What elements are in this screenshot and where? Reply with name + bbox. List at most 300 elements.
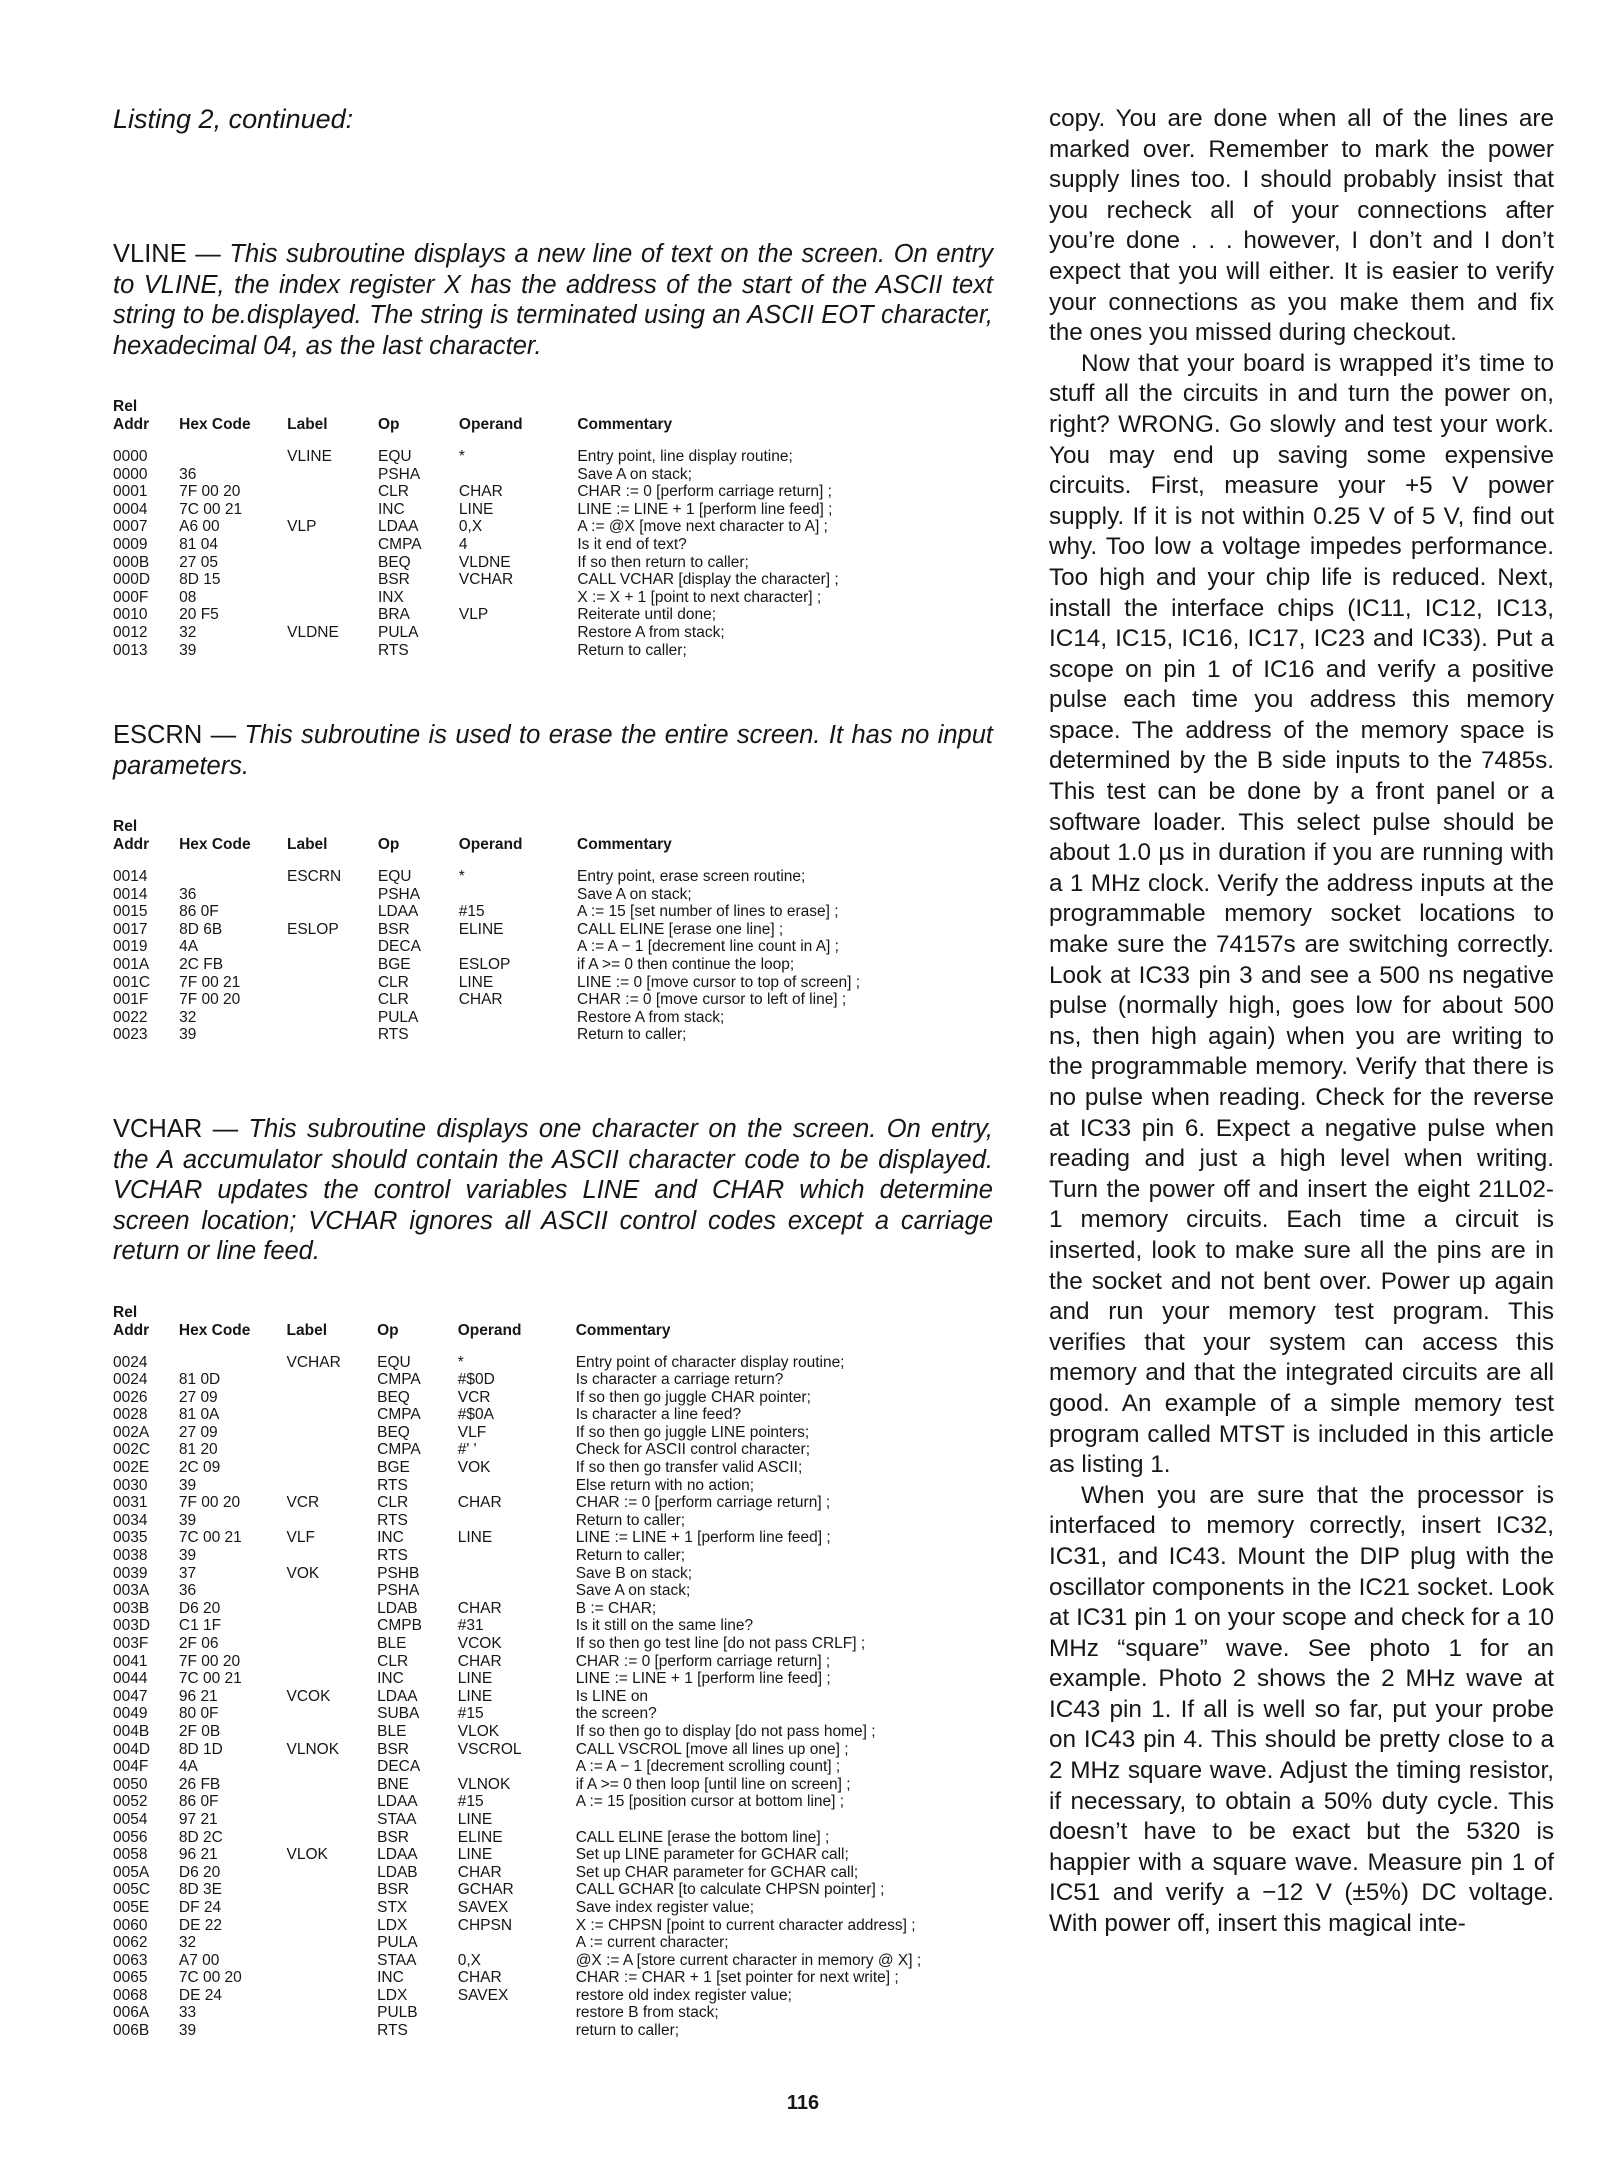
operand-cell: GCHAR — [457, 1881, 514, 1899]
listing-label: Listing 2, continued: — [113, 104, 354, 134]
label-cell — [287, 938, 378, 956]
table-row — [113, 554, 993, 572]
op-cell: CLR — [377, 483, 409, 501]
hex-cell: 2F 0B — [178, 1722, 221, 1740]
commentary-cell: A := 15 [position cursor at bottom line] ; — [575, 1793, 845, 1811]
commentary-cell: CALL ELINE [erase one line] ; — [577, 920, 784, 938]
operand-cell: #15 — [457, 1793, 484, 1811]
op-cell: PSHA — [377, 1582, 420, 1600]
addr-cell: 006B — [113, 2022, 150, 2040]
op-cell: DECA — [377, 1758, 421, 1776]
op-cell: RTS — [377, 1026, 409, 1044]
section-description — [113, 239, 993, 361]
header-hex: Hex Code — [179, 416, 251, 433]
commentary-cell: CHAR := 0 [perform carriage return] ; — [575, 1494, 831, 1512]
operand-cell: LINE — [457, 1687, 493, 1705]
operand-cell: VLNOK — [457, 1775, 511, 1793]
operand-cell: * — [458, 448, 465, 465]
listing-column — [113, 104, 994, 2040]
hex-cell: 4A — [178, 1758, 198, 1776]
hex-cell: 32 — [179, 623, 197, 641]
header-commentary: Commentary — [577, 836, 672, 853]
addr-cell: 003B — [113, 1599, 150, 1617]
op-cell: RTS — [377, 641, 409, 659]
commentary-cell: A := current character; — [575, 1934, 729, 1952]
operand-cell: VLOK — [457, 1722, 500, 1740]
hex-cell: 08 — [179, 588, 197, 606]
hex-cell: 96 21 — [178, 1846, 218, 1864]
hex-cell: 39 — [178, 1476, 197, 1494]
label-cell: VOK — [286, 1564, 320, 1582]
label-cell — [287, 2022, 378, 2040]
op-cell: LDAA — [377, 903, 419, 921]
op-cell: BGE — [377, 955, 411, 973]
op-cell: CLR — [377, 1494, 409, 1512]
op-cell: LDX — [377, 1986, 408, 2004]
hex-cell: 2F 06 — [178, 1635, 219, 1652]
operand-cell: * — [457, 1353, 464, 1371]
commentary-cell: B := CHAR; — [575, 1599, 657, 1617]
label-cell — [287, 1600, 378, 1618]
section-text: This subroutine is used to erase the entire screen. It has no input parameters. — [113, 721, 994, 780]
table-row — [113, 589, 993, 607]
table-row — [113, 1741, 993, 1759]
hex-cell: 20 F5 — [179, 606, 219, 624]
label-cell: ESLOP — [286, 920, 339, 938]
operand-cell: #15 — [458, 903, 485, 921]
label-cell: VLNOK — [286, 1740, 340, 1758]
label-cell — [287, 1441, 378, 1459]
commentary-cell: A := 15 [set number of lines to erase] ; — [577, 903, 839, 921]
addr-cell: 0062 — [113, 1934, 148, 1952]
commentary-cell: restore old index register value; — [575, 1986, 792, 2004]
section-dash: — — [202, 1115, 249, 1143]
operand-cell: #15 — [457, 1705, 484, 1723]
hex-cell: 8D 6B — [179, 920, 223, 938]
label-cell — [287, 1829, 378, 1847]
label-cell — [287, 501, 378, 519]
op-cell: STAA — [377, 1810, 417, 1828]
label-cell: VLP — [287, 518, 317, 536]
op-cell: INC — [377, 1670, 404, 1688]
article-paragraph: When you are sure that the processor is interfaced to memory correctly, insert IC32, IC31, and IC43. Mount the DIP plug with the oscillator components in the IC21 socket. Look at IC31 pin 1 on your scope and check for a 10 MHz “square” wave. See photo 1 for an example. Photo 2 shows the 2 MHz wave at IC43 pin 1. If all is well so far, put your probe on IC43 pin 4. This should be pretty close to a 2 MHz square wave. Adjust the timing resistor, if necessary, to obtain a 50% duty cycle. This doesn’t have to be exact but the 5320 is happier with a square wave. Measure pin 1 of IC51 and verify a −12 V (±5%) DC voltage. With power off, insert this magical inte- — [1049, 1481, 1554, 1938]
commentary-cell: Return to caller; — [577, 641, 687, 659]
label-cell — [287, 642, 378, 660]
op-cell: LDX — [377, 1916, 408, 1934]
label-cell: VCOK — [286, 1687, 331, 1705]
commentary-cell: Save A on stack; — [577, 885, 692, 903]
commentary-cell: Else return with no action; — [575, 1476, 755, 1494]
table-row — [113, 1441, 993, 1459]
operand-cell — [458, 2004, 576, 2022]
addr-cell: 0047 — [113, 1687, 148, 1705]
table-row — [113, 1829, 993, 1847]
label-cell — [287, 991, 378, 1009]
hex-cell: 7F 00 20 — [179, 991, 241, 1009]
label-cell — [287, 1776, 378, 1794]
hex-cell: 80 0F — [178, 1705, 219, 1723]
table-row — [113, 1026, 993, 1044]
hex-cell: A6 00 — [179, 518, 220, 536]
operand-cell: CHAR — [457, 1599, 502, 1617]
commentary-cell: CALL GCHAR [to calculate CHPSN pointer] ; — [575, 1881, 885, 1899]
operand-cell — [459, 624, 577, 642]
label-cell: VLF — [286, 1529, 315, 1547]
header-op: Op — [377, 1321, 399, 1339]
addr-cell: 004B — [113, 1722, 150, 1740]
addr-cell: 0023 — [113, 1026, 148, 1044]
table-row — [113, 938, 993, 956]
table-row — [113, 1864, 993, 1882]
op-cell: SUBA — [377, 1705, 420, 1723]
hex-cell: DE 22 — [178, 1916, 222, 1934]
label-cell — [287, 1406, 378, 1424]
hex-cell: 39 — [178, 1547, 197, 1565]
op-cell: LDAB — [377, 1863, 418, 1881]
addr-cell: 0035 — [113, 1529, 148, 1547]
table-row — [113, 1758, 993, 1776]
commentary-cell: Check for ASCII control character; — [575, 1441, 811, 1459]
hex-cell: 7C 00 21 — [178, 1529, 242, 1547]
op-cell: INX — [377, 588, 404, 606]
label-cell — [287, 1864, 378, 1882]
commentary-cell: If so then go test line [do not pass CRLF] ; — [575, 1635, 866, 1652]
table-row — [113, 1389, 993, 1407]
label-cell — [287, 1758, 378, 1776]
commentary-cell: Return to caller; — [577, 1026, 687, 1044]
addr-cell: 005C — [113, 1881, 151, 1899]
header-operand: Operand — [457, 1321, 522, 1339]
hex-cell: 39 — [178, 1511, 197, 1529]
label-cell — [287, 956, 378, 974]
section-description — [113, 1114, 993, 1267]
table-row — [113, 1459, 993, 1477]
operand-cell: ESLOP — [458, 955, 511, 973]
op-cell: LDAA — [377, 518, 419, 536]
commentary-cell: A := A − 1 [decrement scrolling count] ; — [575, 1758, 841, 1776]
hex-cell — [179, 868, 287, 886]
commentary-cell: if A >= 0 then continue the loop; — [577, 955, 795, 973]
table-row — [113, 483, 993, 501]
header-op: Op — [377, 836, 400, 853]
op-cell: BSR — [377, 1740, 409, 1758]
op-cell: PSHA — [377, 885, 421, 903]
section-name: ESCRN — [113, 721, 203, 749]
commentary-cell: Save A on stack; — [575, 1582, 691, 1600]
label-cell — [287, 1582, 378, 1600]
commentary-cell: return to caller; — [575, 2022, 680, 2040]
op-cell: BSR — [377, 920, 410, 938]
addr-cell: 004F — [113, 1758, 149, 1776]
hex-cell: 8D 2C — [178, 1828, 223, 1846]
commentary-cell: LINE := LINE + 1 [perform line feed] ; — [577, 500, 833, 518]
table-header — [113, 398, 993, 448]
op-cell: BSR — [377, 1881, 409, 1899]
header-rel: Rel — [113, 398, 138, 415]
label-cell — [287, 606, 378, 624]
operand-cell: LINE — [457, 1670, 493, 1688]
operand-cell: VCR — [457, 1388, 491, 1406]
hex-cell: 7C 00 21 — [179, 500, 243, 518]
hex-cell: 8D 1D — [178, 1740, 223, 1758]
op-cell: BLE — [377, 1722, 407, 1740]
operand-cell: #$0A — [457, 1406, 494, 1424]
addr-cell: 0022 — [113, 1008, 148, 1026]
label-cell — [287, 1969, 378, 1987]
label-cell — [287, 1424, 378, 1442]
operand-cell: VCOK — [457, 1635, 502, 1652]
operand-cell — [458, 1934, 576, 1952]
hex-cell: 81 0A — [178, 1406, 220, 1424]
table-row — [113, 466, 993, 484]
op-cell: EQU — [377, 448, 412, 465]
addr-cell: 0017 — [113, 920, 148, 938]
table-row — [113, 1424, 993, 1442]
addr-cell: 001A — [113, 955, 150, 973]
operand-cell — [459, 1009, 577, 1027]
commentary-cell: LINE := LINE + 1 [perform line feed] ; — [575, 1529, 831, 1547]
table-row — [113, 1529, 993, 1547]
addr-cell: 0028 — [113, 1406, 148, 1424]
hex-cell: 2C FB — [179, 955, 224, 973]
hex-cell: C1 1F — [178, 1617, 222, 1635]
commentary-cell: Is it end of text? — [577, 535, 687, 553]
table-row — [113, 1582, 993, 1600]
commentary-cell: If so then go transfer valid ASCII; — [575, 1459, 803, 1477]
section-dash: — — [202, 721, 245, 749]
label-cell — [287, 589, 378, 607]
op-cell: BRA — [377, 606, 410, 624]
label-cell — [287, 1934, 378, 1952]
header-addr: Addr — [113, 836, 150, 853]
commentary-cell: LINE := LINE + 1 [perform line feed] ; — [575, 1670, 831, 1688]
hex-cell: 39 — [179, 641, 197, 659]
addr-cell: 0052 — [113, 1793, 148, 1811]
commentary-cell: If so then go to display [do not pass home] ; — [575, 1722, 876, 1740]
commentary-cell: Is character a line feed? — [575, 1406, 742, 1424]
table-row — [113, 886, 993, 904]
label-cell: VCR — [286, 1494, 320, 1512]
commentary-cell: Return to caller; — [575, 1547, 686, 1565]
addr-cell: 0012 — [113, 623, 148, 641]
hex-cell: 27 09 — [178, 1388, 218, 1406]
table-row — [113, 448, 993, 466]
label-cell — [287, 2004, 378, 2022]
table-row — [113, 1371, 993, 1389]
op-cell: CMPA — [377, 535, 422, 553]
addr-cell: 0058 — [113, 1846, 148, 1864]
addr-cell: 0063 — [113, 1951, 148, 1969]
operand-cell: CHAR — [457, 1969, 502, 1987]
commentary-cell: @X := A [store current character in memory @ X] ; — [575, 1951, 922, 1969]
table-row — [113, 1811, 993, 1829]
operand-cell: LINE — [457, 1810, 493, 1828]
commentary-cell: Is it still on the same line? — [575, 1617, 754, 1635]
table-row — [113, 571, 993, 589]
op-cell: DECA — [377, 938, 421, 956]
label-cell — [287, 1477, 378, 1495]
addr-cell: 0010 — [113, 606, 148, 624]
header-rel: Rel — [113, 818, 138, 835]
operand-cell: SAVEX — [457, 1898, 509, 1916]
commentary-cell: Save index register value; — [575, 1898, 755, 1916]
commentary-cell: Save B on stack; — [575, 1564, 692, 1582]
commentary-cell: Restore A from stack; — [577, 1008, 725, 1026]
operand-cell: 0,X — [457, 1951, 482, 1969]
header-label: Label — [286, 836, 328, 853]
operand-cell: LINE — [457, 1529, 493, 1547]
table-row — [113, 1565, 993, 1583]
header-rel: Rel — [113, 1303, 138, 1321]
table-header — [113, 818, 993, 868]
label-cell — [287, 1009, 378, 1027]
table-row — [113, 1917, 993, 1935]
op-cell: LDAA — [377, 1793, 418, 1811]
label-cell — [287, 554, 378, 572]
table-row — [113, 1653, 993, 1671]
op-cell: PULA — [377, 623, 419, 641]
addr-cell: 0031 — [113, 1494, 148, 1512]
table-row — [113, 1354, 993, 1372]
operand-cell — [458, 1565, 576, 1583]
operand-cell — [458, 1547, 576, 1565]
addr-cell: 0030 — [113, 1476, 148, 1494]
addr-cell: 0044 — [113, 1670, 148, 1688]
operand-cell: 0,X — [458, 518, 483, 536]
addr-cell: 0026 — [113, 1388, 148, 1406]
hex-cell: 7F 00 20 — [178, 1652, 241, 1670]
addr-cell: 002C — [113, 1441, 151, 1459]
op-cell: PULA — [377, 1934, 418, 1952]
commentary-cell: restore B from stack; — [575, 2004, 719, 2022]
operand-cell: LINE — [457, 1846, 493, 1864]
header-operand: Operand — [458, 416, 523, 433]
label-cell — [287, 886, 378, 904]
addr-cell: 000D — [113, 571, 151, 589]
table-row — [113, 1670, 993, 1688]
operand-cell — [459, 886, 577, 904]
hex-cell: 39 — [178, 2022, 197, 2040]
commentary-cell: X := CHPSN [point to current character address] ; — [575, 1916, 916, 1934]
addr-cell: 0038 — [113, 1547, 148, 1565]
addr-cell: 0000 — [113, 448, 148, 465]
label-cell: VLDNE — [287, 623, 339, 641]
hex-cell: 2C 09 — [178, 1459, 221, 1477]
addr-cell: 002E — [113, 1459, 150, 1477]
addr-cell: 0000 — [113, 465, 148, 483]
addr-cell: 003D — [113, 1617, 151, 1635]
table-header — [113, 1304, 993, 1354]
page-number: 116 — [786, 2092, 820, 2114]
operand-cell: CHAR — [457, 1863, 502, 1881]
listing-table — [113, 1304, 993, 2040]
table-row — [113, 1009, 993, 1027]
table-row — [113, 1934, 993, 1952]
label-cell: ESCRN — [286, 868, 342, 885]
addr-cell: 0009 — [113, 535, 148, 553]
table-row — [113, 642, 993, 660]
operand-cell: VLDNE — [458, 553, 511, 571]
section-text: This subroutine displays one character on the screen. On entry, the A accumulator should contain the ASCII character code to be displayed. VCHAR updates the control variables LINE and CHAR which determine screen location; VCHAR ignores all ASCII control codes except a carriage return or line feed. — [113, 1115, 993, 1265]
table-row — [113, 974, 993, 992]
label-cell — [287, 1881, 378, 1899]
label-cell: VCHAR — [286, 1353, 341, 1371]
table-row — [113, 1406, 993, 1424]
label-cell — [287, 466, 378, 484]
label-cell — [287, 1705, 378, 1723]
commentary-cell: CHAR := 0 [perform carriage return] ; — [577, 483, 832, 501]
hex-cell: 81 04 — [179, 535, 218, 553]
op-cell: PULA — [377, 1008, 419, 1026]
table-row — [113, 1635, 993, 1653]
table-row — [113, 1899, 993, 1917]
op-cell: RTS — [377, 1511, 408, 1529]
addr-cell: 002A — [113, 1423, 150, 1441]
addr-cell: 0007 — [113, 518, 148, 536]
commentary-cell: A := @X [move next character to A] ; — [577, 518, 828, 536]
operand-cell: LINE — [458, 500, 494, 518]
op-cell: PSHB — [377, 1564, 420, 1582]
section-text: This subroutine displays a new line of text on the screen. On entry to VLINE, the index register X has the address of the start of the ASCII text string to be.displayed. The string is terminated using an ASCII EOT character, hexadecimal 04, as the last character. — [113, 240, 993, 360]
table-row — [113, 1494, 993, 1512]
hex-cell: 7F 00 21 — [179, 973, 241, 991]
addr-cell: 004D — [113, 1740, 151, 1758]
table-row — [113, 1705, 993, 1723]
commentary-cell: LINE := 0 [move cursor to top of screen] ; — [577, 973, 861, 991]
commentary-cell: Entry point of character display routine; — [575, 1353, 845, 1371]
operand-cell: CHAR — [458, 991, 503, 1009]
hex-cell: 32 — [178, 1934, 197, 1952]
table-row — [113, 1776, 993, 1794]
label-cell — [287, 1547, 378, 1565]
label-cell — [287, 903, 378, 921]
operand-cell: ELINE — [458, 920, 504, 938]
operand-cell — [459, 938, 577, 956]
hex-cell: 36 — [178, 1582, 197, 1600]
label-cell — [287, 1617, 378, 1635]
addr-cell: 0013 — [113, 641, 148, 659]
table-row — [113, 1688, 993, 1706]
addr-cell: 0024 — [113, 1353, 148, 1371]
op-cell: RTS — [377, 2022, 408, 2040]
op-cell: PSHA — [377, 465, 421, 483]
header-op: Op — [377, 416, 400, 433]
op-cell: STX — [377, 1898, 408, 1916]
label-cell — [287, 1026, 378, 1044]
commentary-cell: Entry point, line display routine; — [577, 448, 793, 465]
operand-cell: VCHAR — [458, 571, 514, 589]
commentary-cell: if A >= 0 then loop [until line on screen] ; — [575, 1775, 851, 1793]
table-row — [113, 1617, 993, 1635]
label-cell — [287, 1389, 378, 1407]
label-cell — [287, 1459, 378, 1477]
table-row — [113, 1723, 993, 1741]
header-addr: Addr — [113, 1321, 150, 1339]
addr-cell: 0019 — [113, 938, 148, 956]
hex-cell: 81 20 — [178, 1441, 218, 1459]
hex-cell: 36 — [179, 465, 197, 483]
addr-cell: 001C — [113, 973, 151, 991]
label-cell — [287, 1952, 378, 1970]
addr-cell: 0049 — [113, 1705, 148, 1723]
label-cell — [287, 1653, 378, 1671]
label-cell — [287, 1987, 378, 2005]
commentary-cell: CHAR := CHAR + 1 [set pointer for next write] ; — [575, 1969, 899, 1987]
operand-cell: VLF — [457, 1423, 487, 1441]
table-row — [113, 2022, 993, 2040]
hex-cell — [179, 1354, 287, 1372]
table-row — [113, 1793, 993, 1811]
